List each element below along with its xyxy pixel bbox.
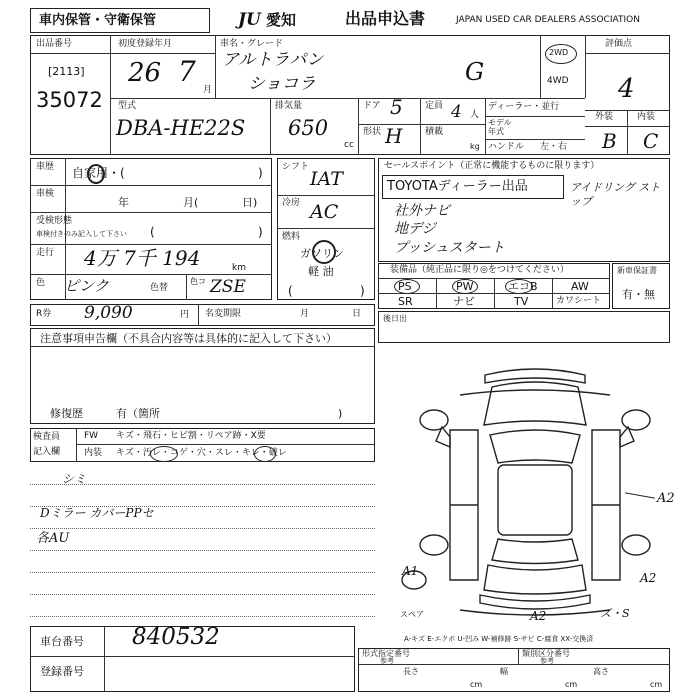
after-seat-label: 後日出 <box>383 314 407 323</box>
height-label: 高さ <box>593 667 609 676</box>
history-label: 車歴 <box>36 162 55 172</box>
shift-label: シフト <box>282 162 310 172</box>
registration-month: 7 <box>178 55 196 88</box>
damage-s-mark: ズ・S <box>600 607 630 620</box>
ac-value: AC <box>310 201 339 223</box>
int-circle-stain <box>150 446 178 462</box>
sales-point1: アイドリング ストップ <box>570 181 661 209</box>
exterior-label: 外装 <box>595 112 614 122</box>
equip-circle-ecob <box>505 279 533 294</box>
org-name: 愛知 <box>266 11 297 29</box>
color-code: ZSE <box>210 277 246 297</box>
fuel-circle <box>312 240 336 264</box>
sales-point3: 地デジ <box>394 221 436 237</box>
fuel-close: ) <box>360 284 365 298</box>
inspection-month: 月( <box>183 196 199 209</box>
length-label: 長さ <box>403 667 419 676</box>
recycle-label: R券 <box>36 309 52 319</box>
inspection-label: 車検 <box>36 189 55 199</box>
shape-value: H <box>385 124 403 148</box>
shift-value: IAT <box>310 168 343 190</box>
damage-a2-bottom: A2 <box>530 609 547 623</box>
car-name-line1: アルトラパン <box>222 50 324 70</box>
dealer-label: ディーラー・並行 <box>488 102 560 112</box>
form-title: 出品申込書 <box>345 9 426 28</box>
exterior-grade: B <box>602 129 617 153</box>
history-close: ) <box>258 166 263 180</box>
after-seat-block <box>378 311 670 343</box>
damage-a2-rear: A2 <box>640 571 657 585</box>
damage-a2-right: A2 <box>657 491 675 506</box>
wd-selected: 2WD <box>549 48 569 57</box>
history-value: 自家用・( <box>72 166 125 180</box>
notes-label: 注意事項申告欄（不具合内容等は具体的に記入して下さい） <box>40 332 337 345</box>
shape-label: 形状 <box>363 127 382 137</box>
width-unit: cm <box>565 680 578 689</box>
int-label: 内装 <box>84 448 103 458</box>
int-circle-scuff <box>254 446 276 462</box>
ext-items: キズ・飛石・ヒビ割・リペア跡・X要 <box>116 431 266 441</box>
load-unit: kg <box>470 142 480 151</box>
equip-r2-0: SR <box>398 295 413 308</box>
lot-code: [2113] <box>48 65 85 78</box>
equip-r2-3: カワシート <box>556 296 602 306</box>
sales-label: セールスポイント（正常に機能するものに限ります） <box>384 161 600 171</box>
chassis-value: 840532 <box>132 624 220 650</box>
sales-point2: 社外ナビ <box>394 203 450 219</box>
wd-4wd-label: 4WD <box>547 76 569 86</box>
fuel-paren: ( <box>288 284 293 298</box>
engine-label: 排気量 <box>275 101 303 111</box>
association-name: JAPAN USED CAR DEALERS ASSOCIATION <box>456 15 640 25</box>
int-items: キズ・汚レ・コゲ・穴・スレ・キレ・破レ <box>116 448 287 458</box>
lot-label: 出品番号 <box>36 39 73 49</box>
handle-options: 左・右 <box>540 142 568 152</box>
name-change-month: 月 <box>300 309 310 319</box>
fuel-label: 燃料 <box>282 232 301 242</box>
capacity-value: 4 <box>451 102 462 122</box>
mileage-value: 4万 7千 194 <box>84 246 201 270</box>
lot-number: 35072 <box>36 88 103 112</box>
recycle-row <box>30 304 375 326</box>
equip-r1-3: AW <box>571 280 589 293</box>
handnote-line2: Dミラー カバーPPセ <box>40 506 154 520</box>
class-label: 類別区分番号 <box>522 649 570 658</box>
height-unit: cm <box>650 680 663 689</box>
handnote-line1: シミ <box>62 472 87 486</box>
storage-header <box>30 8 210 33</box>
repair-label: 修復歴 <box>50 407 83 420</box>
fuel-gas: ガソリン <box>300 247 344 260</box>
name-change-day: 日 <box>352 309 362 319</box>
type-label: 形式指定番号 <box>362 649 410 658</box>
door-label: ドア <box>363 101 381 111</box>
class-ref: 参考 <box>540 657 554 665</box>
warranty-options: 有・無 <box>622 288 655 301</box>
ext-label: FW <box>84 431 99 441</box>
mileage-label: 走行 <box>36 248 55 258</box>
width-label: 幅 <box>500 667 508 676</box>
interior-grade: C <box>643 129 659 153</box>
load-label: 積載 <box>425 127 444 137</box>
received-paren: ( <box>150 225 155 239</box>
registration-month-unit: 月 <box>203 85 213 95</box>
history-circle <box>87 164 105 184</box>
inspector-label1: 検査員 <box>33 432 61 442</box>
color-change-label: 色替 <box>150 283 169 293</box>
registration-label: 初度登録年月 <box>118 39 173 49</box>
damage-a1-left: A1 <box>402 564 419 578</box>
equip-r1-1: PW <box>456 280 474 293</box>
dealer-car-text: TOYOTAディーラー出品 <box>387 179 528 194</box>
handnote-line3: 各AU <box>36 531 70 546</box>
equip-r1-0: PS <box>398 280 412 293</box>
equip-r1-2: エコB <box>508 280 538 293</box>
length-unit: cm <box>470 680 483 689</box>
logo-mark: JU <box>238 10 261 30</box>
recycle-value: 9,090 <box>84 303 133 323</box>
ac-label: 冷房 <box>282 198 301 208</box>
model-label: 型式 <box>118 101 137 111</box>
model-year-label2: 年式 <box>488 127 504 136</box>
diagram-legend: A-キズ E-エクボ U-凹み W-補修跡 S-サビ C-腐食 XX-交換済 <box>404 635 594 643</box>
rating-label: 評価点 <box>605 39 633 49</box>
equipment-label: 装備品（純正品に限り◎をつけてください） <box>390 265 569 275</box>
spare-label: スペア <box>400 610 424 619</box>
repair-close: ) <box>338 407 343 420</box>
equip-circle-ps <box>394 279 420 294</box>
chassis-label: 車台番号 <box>40 635 84 648</box>
inspection-year: 年 <box>118 196 129 209</box>
car-grade: G <box>465 58 485 86</box>
color-value: ピンク <box>64 277 109 295</box>
inspection-day: 日) <box>242 196 258 209</box>
engine-value: 650 <box>288 116 329 140</box>
fuel-diesel: 軽 油 <box>308 265 334 278</box>
storage-text: 車内保管・守衛保管 <box>39 13 157 28</box>
equip-circle-pw <box>452 279 478 294</box>
engine-unit: cc <box>344 140 354 150</box>
model-year-label1: モデル <box>488 118 512 127</box>
color-code-label: 色コ <box>190 277 206 286</box>
inspector-label2: 記入欄 <box>33 447 61 457</box>
equip-r2-2: TV <box>514 295 529 308</box>
handle-label: ハンドル <box>488 142 525 152</box>
repair-value: 有（箇所 <box>116 407 160 420</box>
capacity-unit: 人 <box>470 110 480 120</box>
sales-point4: プッシュスタート <box>394 240 505 256</box>
received-note: 車検付きのみ記入して下さい <box>36 230 127 238</box>
color-label: 色 <box>36 278 46 288</box>
model-value: DBA-HE22S <box>116 116 246 140</box>
received-label: 受検形態 <box>36 216 73 226</box>
car-name-line2: ショコラ <box>248 74 316 94</box>
rating-score: 4 <box>618 74 635 104</box>
warranty-label: 新車保証書 <box>617 266 657 275</box>
received-close: ) <box>258 225 263 239</box>
car-damage-diagram <box>400 355 670 640</box>
mileage-unit: km <box>232 263 246 273</box>
car-name-label: 車名・グレード <box>220 39 284 49</box>
recycle-unit: 円 <box>180 310 190 320</box>
name-change-label: 名変期限 <box>205 309 242 319</box>
capacity-label: 定員 <box>425 101 444 111</box>
type-ref: 参考 <box>380 657 394 665</box>
interior-label: 内装 <box>637 112 656 122</box>
door-value: 5 <box>390 95 403 119</box>
registration-year: 26 <box>128 58 162 88</box>
reg-label: 登録番号 <box>40 665 84 678</box>
equip-r2-1: ナビ <box>453 295 475 308</box>
